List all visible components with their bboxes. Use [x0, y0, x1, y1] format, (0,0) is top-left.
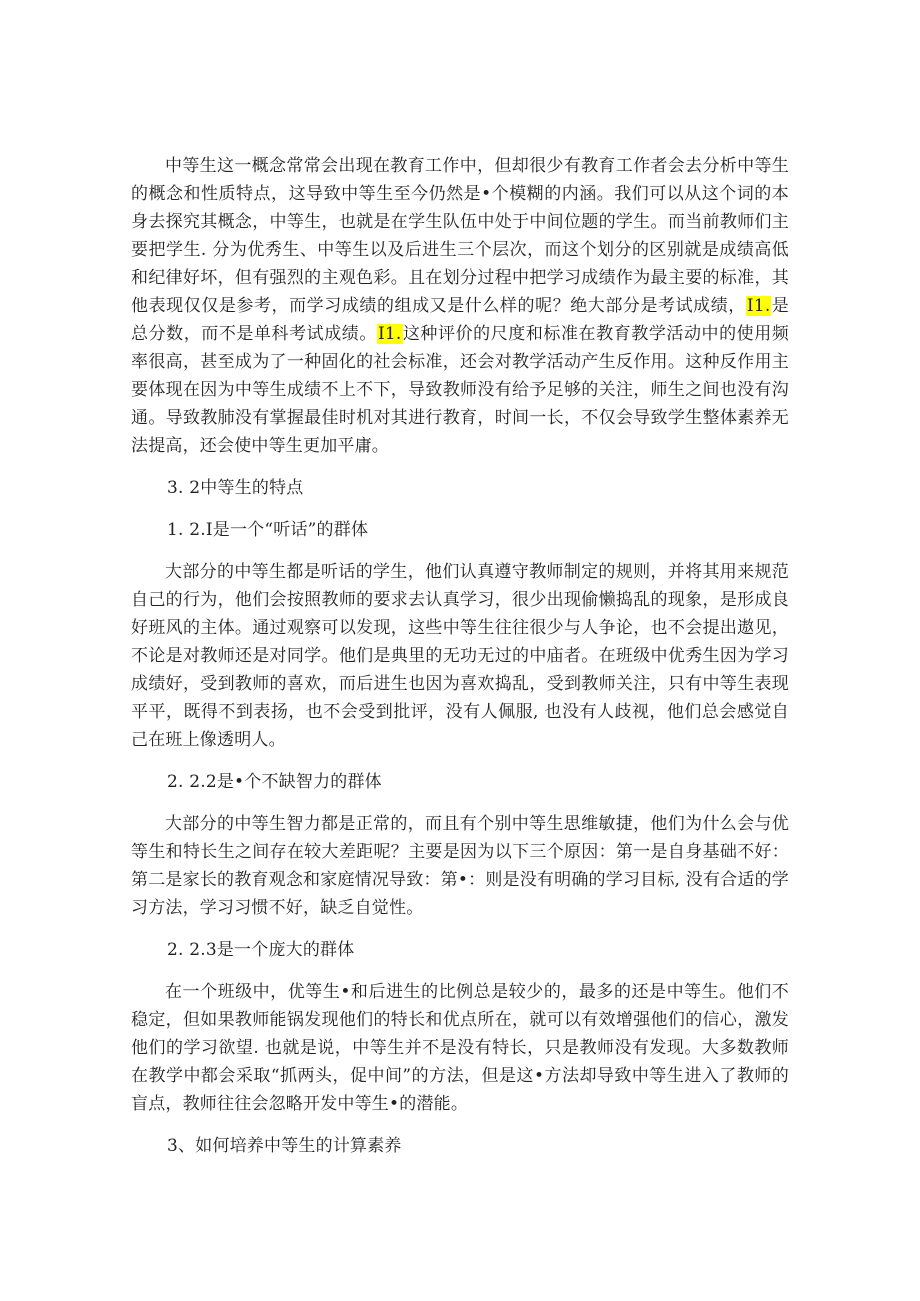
subsection-heading-intelligence: 2. 2.2是•个不缺智力的群体 — [167, 772, 382, 792]
paragraph-obedient-group: 大部分的中等生都是听话的学生，他们认真遵守教师制定的规则，并将其用来规范自己的行为，他们会按照教师的要求去认真学习，很少出现偷懒捣乱的现象，是形成良好班风的主体。通过观察可以发现，这些中等生往往很少与人争论，也不会提出遨见，不论是对教师还是对同学。他们是典里的无功无过的中庙者。在班级中优秀生因为学习成绩好，受到教师的喜欢，而后进生也因为喜欢捣乱，受到教师关注，只有中等生表现平平，既得不到表扬，也不会受到批评，没有人佩服, 也没有人歧视，他们总会感觉自己在班上像透明人。 — [131, 562, 789, 750]
paragraph-1-text-c: 这种评价的尺度和标准在教育教学活动中的使用频率很高，甚至成为了一种固化的社会标准，还会对教学活动产生反作用。这种反作用主要体现在因为中等生成绩不上不下，导致教师没有给予足够的关注，师生之间也没有沟通。导致教肺没有掌握最佳时机对其进行教育，时间一长，不仅会导致学生整体素养无法提高，还会使中等生更加平庸。 — [131, 324, 789, 456]
document-body — [131, 152, 789, 1174]
highlight-mark-2: I1. — [377, 324, 402, 344]
paragraph-1-text-b: 是总分数，而不是单科考试成绩。 — [131, 296, 790, 344]
paragraph-large-group: 在一个班级中，优等生•和后进生的比例总是较少的，最多的还是中等生。他们不稳定，但如果教师能锅发现他们的特长和优点所在，就可以有效增强他们的信心，激发他们的学习欲望. 也就是说，中等生并不是没有特长，只是教师没有发现。大多数教师在教学中都会采取“抓两头，促中间”的方法，但是这•方法却导致中等生进入了教师的盲点，教师往往会忽略开发中等生•的潜能。 — [131, 982, 789, 1114]
section-heading-3: 3、如何培养中等生的计算素养 — [167, 1136, 402, 1156]
section-heading-3-2: 3. 2中等生的特点 — [167, 478, 304, 498]
paragraph-1-text-a: 中等生这一概念常常会出现在教育工作中，但却很少有教育工作者会去分析中等生的概念和性质特点，这导致中等生至今仍然是•个模糊的内涵。我们可以从这个词的本身去探究其概念，中等生，也就是在学生队伍中处于中间位题的学生。而当前教师们主要把学生. 分为优秀生、中等生以及后进生三个层次，而这个划分的区别就是成绩高低和纪律好坏，但有强烈的主观色彩。且在划分过程中把学习成绩作为最主要的标准，其他表现仅仅是参考，而学习成绩的组成又是什么样的呢？绝大部分是考试成绩， — [131, 156, 789, 316]
paragraph-intelligence: 大部分的中等生智力都是正常的，而且有个别中等生思维敏捷，他们为什么会与优等生和特长生之间存在较大差距呢？主要是因为以下三个原因：第一是自身基础不好：第二是家长的教育观念和家庭情况导致：第•：则是没有明确的学习目标, 没有合适的学习方法，学习习惯不好，缺乏自觉性。 — [131, 814, 789, 918]
subsection-heading-obedient: 1. 2.I是一个“听话”的群体 — [167, 520, 369, 540]
highlight-mark-1: I1. — [746, 296, 771, 316]
subsection-heading-large-group: 2. 2.3是一个庞大的群体 — [167, 940, 355, 960]
paragraph-middle-student-concept — [131, 152, 789, 460]
